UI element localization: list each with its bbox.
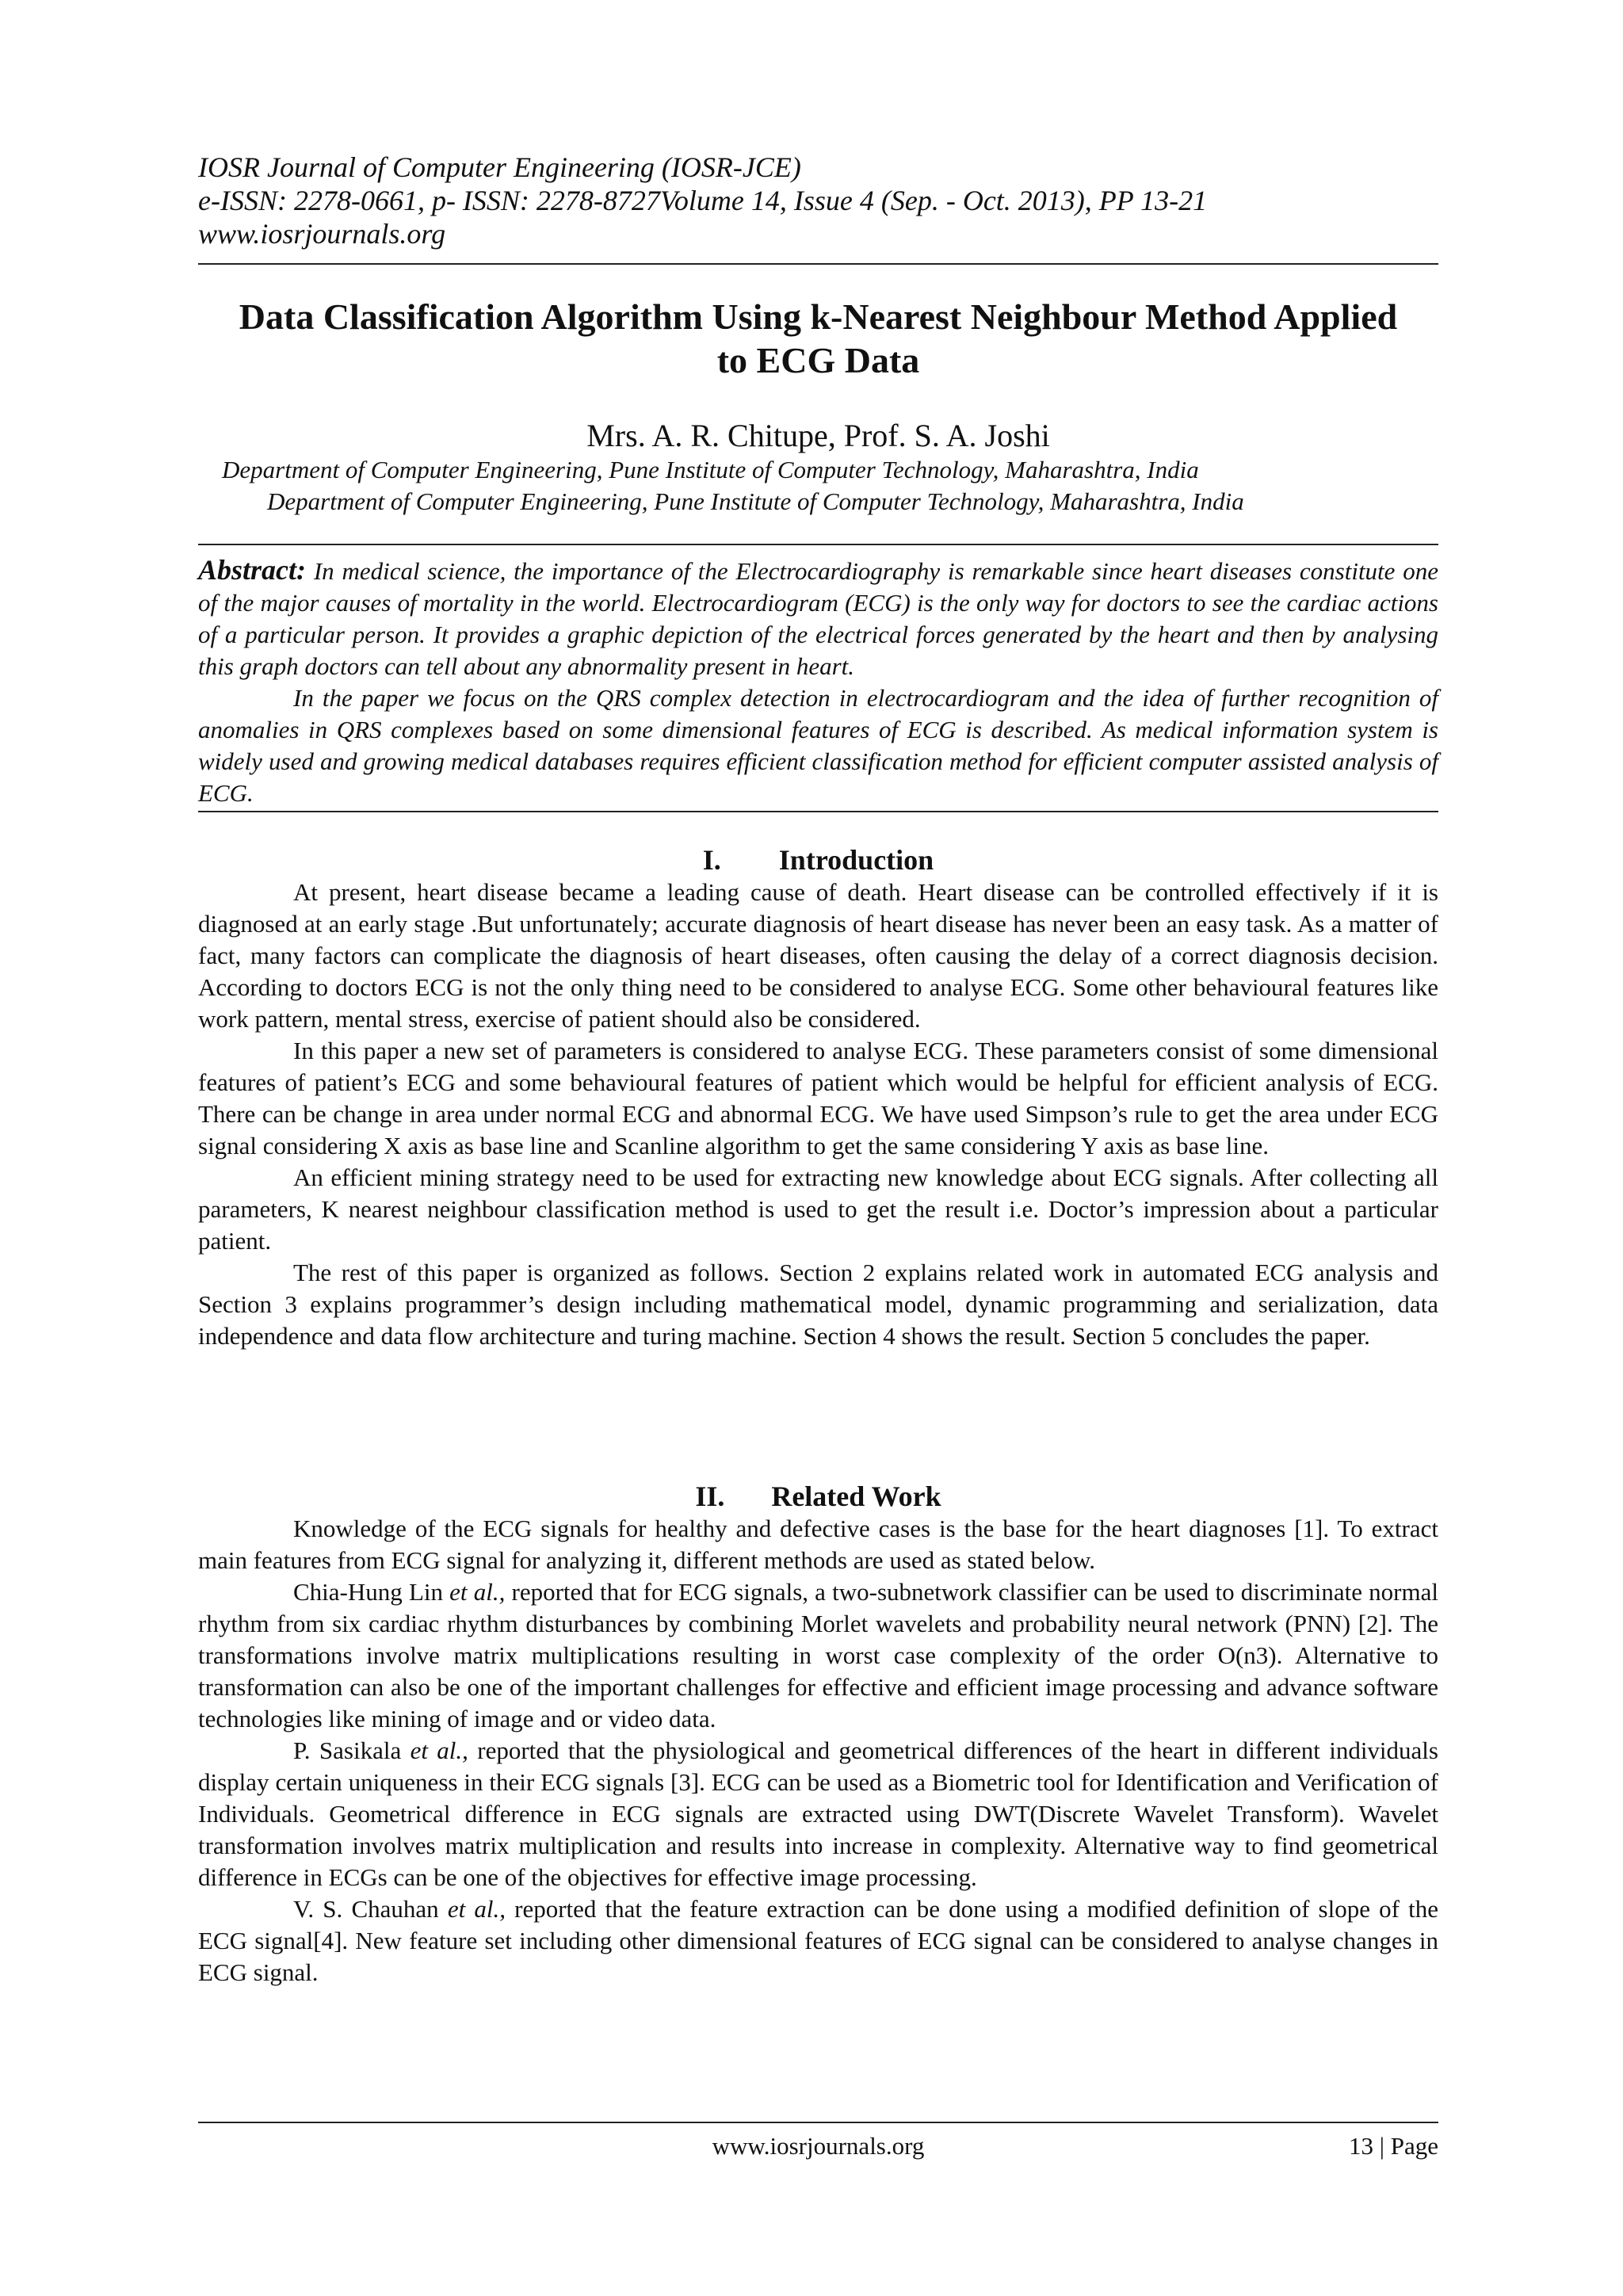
- paragraph-text: reported that the feature extraction can be done using a modified definition of slope of the ECG signal[4]. New feature set including other dimensional features of ECG signal can be considered to analyse changes in ECG signal.: [198, 1895, 1438, 1986]
- affiliation-2: Department of Computer Engineering, Pune Institute of Computer Technology, Maharashtra, India: [267, 487, 1244, 515]
- journal-name: IOSR Journal of Computer Engineering (IOSR-JCE): [198, 151, 801, 183]
- cited-author: P. Sasikala: [293, 1736, 411, 1764]
- title-line-1: Data Classification Algorithm Using k-Nearest Neighbour Method Applied: [239, 296, 1398, 337]
- paragraph: [198, 1735, 1438, 1893]
- paragraph: Knowledge of the ECG signals for healthy and defective cases is the base for the heart diagnoses [1]. To extract main features from ECG signal for analyzing it, different methods are used as stated below.: [198, 1515, 1438, 1574]
- section-heading: [198, 843, 1438, 877]
- cited-author: Chia-Hung Lin: [293, 1578, 450, 1606]
- section-title: Related Work: [771, 1480, 941, 1512]
- cited-author: V. S. Chauhan: [293, 1895, 448, 1923]
- et-al: et al.,: [410, 1736, 468, 1764]
- abstract-paragraph-1: In medical science, the importance of the Electrocardiography is remarkable since heart diseases constitute one of the major causes of mortality in the world. Electrocardiogram (ECG) is the only way for doctors to see the cardiac actions of a particular person. It provides a graphic depiction of the electrical forces generated by the heart and then by analysing this graph doctors can tell about any abnormality present in heart.: [198, 557, 1438, 680]
- footer-website[interactable]: www.iosrjournals.org: [712, 2132, 925, 2160]
- paragraph: An efficient mining strategy need to be used for extracting new knowledge about ECG signals. After collecting all parameters, K nearest neighbour classification method is used to get the result i.e. Doctor’s impression about a particular patient.: [198, 1163, 1438, 1255]
- footer-rule: [198, 2122, 1438, 2123]
- paragraph: [198, 1576, 1438, 1735]
- section-title: Introduction: [778, 844, 934, 876]
- section-body: [198, 877, 1438, 1352]
- section-body: [198, 1513, 1438, 1988]
- et-al: et al.,: [447, 1895, 506, 1923]
- journal-website[interactable]: www.iosrjournals.org: [198, 218, 446, 250]
- section-related-work: [198, 1480, 1438, 1988]
- paragraph: At present, heart disease became a leading cause of death. Heart disease can be controlled effectively if it is diagnosed at an early stage .But unfortunately; accurate diagnosis of heart disease has never been an easy task. As a matter of fact, many factors can complicate the diagnosis of heart diseases, often causing the delay of a correct diagnosis decision. According to doctors ECG is not the only thing need to be considered to analyse ECG. Some other behavioural features like work pattern, mental stress, exercise of patient should also be considered.: [198, 878, 1438, 1033]
- abstract: [198, 554, 1438, 809]
- paragraph-text: reported that the physiological and geometrical differences of the heart in different individuals display certain uniqueness in their ECG signals [3]. ECG can be used as a Biometric tool for Identification and Verification of Individuals. Geometrical difference in ECG signals are extracted using DWT(Discrete Wavelet Transform). Wavelet transformation involves matrix multiplication and results into increase in complexity. Alternative way to find geometrical difference in ECGs can be one of the objectives for effective image processing.: [198, 1736, 1438, 1891]
- journal-header: [198, 151, 1438, 250]
- section-number: II.: [695, 1480, 725, 1512]
- abstract-bottom-rule: [198, 811, 1438, 812]
- paragraph: The rest of this paper is organized as follows. Section 2 explains related work in automated ECG analysis and Section 3 explains programmer’s design including mathematical model, dynamic programming and serialization, data independence and data flow architecture and turing machine. Section 4 shows the result. Section 5 concludes the paper.: [198, 1259, 1438, 1350]
- paper-title: [198, 295, 1438, 382]
- abstract-top-rule: [198, 544, 1438, 545]
- abstract-label: Abstract:: [198, 554, 307, 586]
- header-rule: [198, 263, 1438, 265]
- affiliation-1: Department of Computer Engineering, Pune Institute of Computer Technology, Maharashtra, India: [222, 456, 1199, 483]
- paragraph-text: reported that for ECG signals, a two-subnetwork classifier can be used to discriminate normal rhythm from six cardiac rhythm disturbances by combining Morlet wavelets and probability neural network (PNN) [2]. The transformations involve matrix multiplications resulting in worst case complexity of the order O(n3). Alternative to transformation can also be one of the important challenges for effective and efficient image processing and advance software technologies like mining of image and or video data.: [198, 1578, 1438, 1733]
- paragraph: [198, 1893, 1438, 1988]
- paragraph: In this paper a new set of parameters is considered to analyse ECG. These parameters consist of some dimensional features of patient’s ECG and some behavioural features of patient which would be helpful for efficient analysis of ECG. There can be change in area under normal ECG and abnormal ECG. We have used Simpson’s rule to get the area under ECG signal considering X axis as base line and Scanline algorithm to get the same considering Y axis as base line.: [198, 1037, 1438, 1159]
- authors: Mrs. A. R. Chitupe, Prof. S. A. Joshi: [586, 418, 1050, 453]
- et-al: et al.,: [449, 1578, 506, 1606]
- section-introduction: [198, 843, 1438, 1352]
- page-number: 13 | Page: [1349, 2132, 1438, 2160]
- section-number: I.: [702, 844, 721, 876]
- section-heading: [198, 1480, 1438, 1513]
- journal-issn: e-ISSN: 2278-0661, p- ISSN: 2278-8727Volume 14, Issue 4 (Sep. - Oct. 2013), PP 13-21: [198, 185, 1208, 216]
- title-line-2: to ECG Data: [716, 340, 920, 380]
- abstract-paragraph-2: In the paper we focus on the QRS complex detection in electrocardiogram and the idea of further recognition of anomalies in QRS complexes based on some dimensional features of ECG is described. As medical information system is widely used and growing medical databases requires efficient classification method for efficient computer assisted analysis of ECG.: [198, 684, 1438, 807]
